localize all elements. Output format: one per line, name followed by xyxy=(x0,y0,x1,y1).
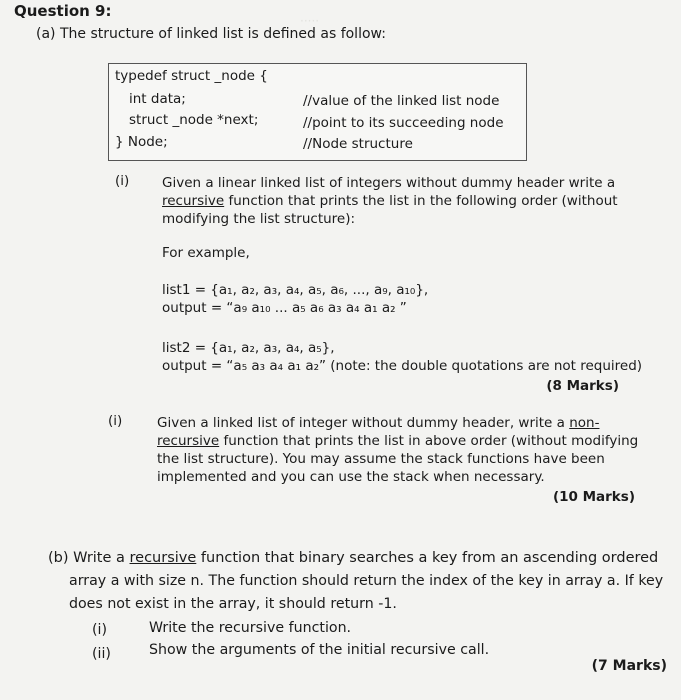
non-underlined: non- xyxy=(569,415,600,431)
code-line-3-comment: //point to its succeeding node xyxy=(303,115,504,131)
part-b-sub-ii-text: Show the arguments of the initial recursive call. xyxy=(149,642,490,658)
part-a-i2-line2-rest: function that prints the list in above order (without modifying xyxy=(219,433,639,449)
part-a-i1-line2 xyxy=(162,192,618,210)
part-a-i1-marks: (8 Marks) xyxy=(546,378,619,394)
part-a-i1-line3: modifying the list structure): xyxy=(162,211,356,227)
example-output2 xyxy=(162,357,642,375)
code-line-1: typedef struct _node { xyxy=(115,68,268,84)
part-a-i2-line2 xyxy=(157,432,638,450)
part-b-line1-start: (b) Write a xyxy=(48,550,130,566)
part-b-line2: array a with size n. The function should return the index of the key in array a. If key xyxy=(69,573,664,589)
example-label: For example, xyxy=(162,245,250,261)
part-a-i2-line3: the list structure). You may assume the stack functions have been xyxy=(157,451,605,467)
part-a-i2-line1 xyxy=(157,414,599,432)
question-title: Question 9: xyxy=(14,2,112,20)
code-line-3-decl: struct _node *next; xyxy=(129,112,259,128)
recursive-underlined: recursive xyxy=(162,193,225,209)
part-a-i1-label: (i) xyxy=(115,173,130,189)
code-box xyxy=(108,63,527,161)
part-a-intro: (a) The structure of linked list is defined as follow: xyxy=(36,26,386,42)
part-a-i2-marks: (10 Marks) xyxy=(552,489,635,505)
part-b-sub-ii-label: (ii) xyxy=(92,646,111,662)
example-list1 xyxy=(162,281,428,299)
example-list2 xyxy=(162,339,335,357)
part-b-line1-rest: function that binary searches a key from an ascending ordered xyxy=(196,550,659,566)
part-a-i1-line2-rest: function that prints the list in the following order (without xyxy=(224,193,618,209)
part-a-i2-line1-start: Given a linked list of integer without dummy header, write a xyxy=(157,415,570,431)
recursive-underlined-b: recursive xyxy=(129,550,197,566)
part-a-i1-line1: Given a linear linked list of integers without dummy header write a xyxy=(162,175,616,191)
part-b-sub-i-label: (i) xyxy=(92,622,108,638)
code-line-4-comment: //Node structure xyxy=(303,136,413,152)
output1-text: output = “a₉ a₁₀ ... a₅ a₆ a₃ a₄ a₁ a₂ ” xyxy=(162,300,407,316)
code-line-2-comment: //value of the linked list node xyxy=(303,93,500,109)
recursive-underlined-2: recursive xyxy=(157,433,220,449)
part-b-line1 xyxy=(48,549,658,567)
example-output1 xyxy=(162,299,407,317)
bleed-through-text: ····· xyxy=(300,14,320,28)
part-a-i2-line4: implemented and you can use the stack when necessary. xyxy=(157,469,545,485)
part-b-line3: does not exist in the array, it should return -1. xyxy=(69,596,397,612)
part-b-sub-i-text: Write the recursive function. xyxy=(149,620,352,636)
code-line-2-decl: int data; xyxy=(129,91,186,107)
list2-text: list2 = {a₁, a₂, a₃, a₄, a₅}, xyxy=(162,340,335,356)
list1-text: list1 = {a₁, a₂, a₃, a₄, a₅, a₆, ..., a₉, a₁₀}, xyxy=(162,282,429,298)
part-a-i2-label: (i) xyxy=(108,413,123,429)
code-line-4-decl: } Node; xyxy=(115,134,168,150)
part-b-marks: (7 Marks) xyxy=(591,658,667,674)
output2-text: output = “a₅ a₃ a₄ a₁ a₂” (note: the double quotations are not required) xyxy=(162,358,643,374)
